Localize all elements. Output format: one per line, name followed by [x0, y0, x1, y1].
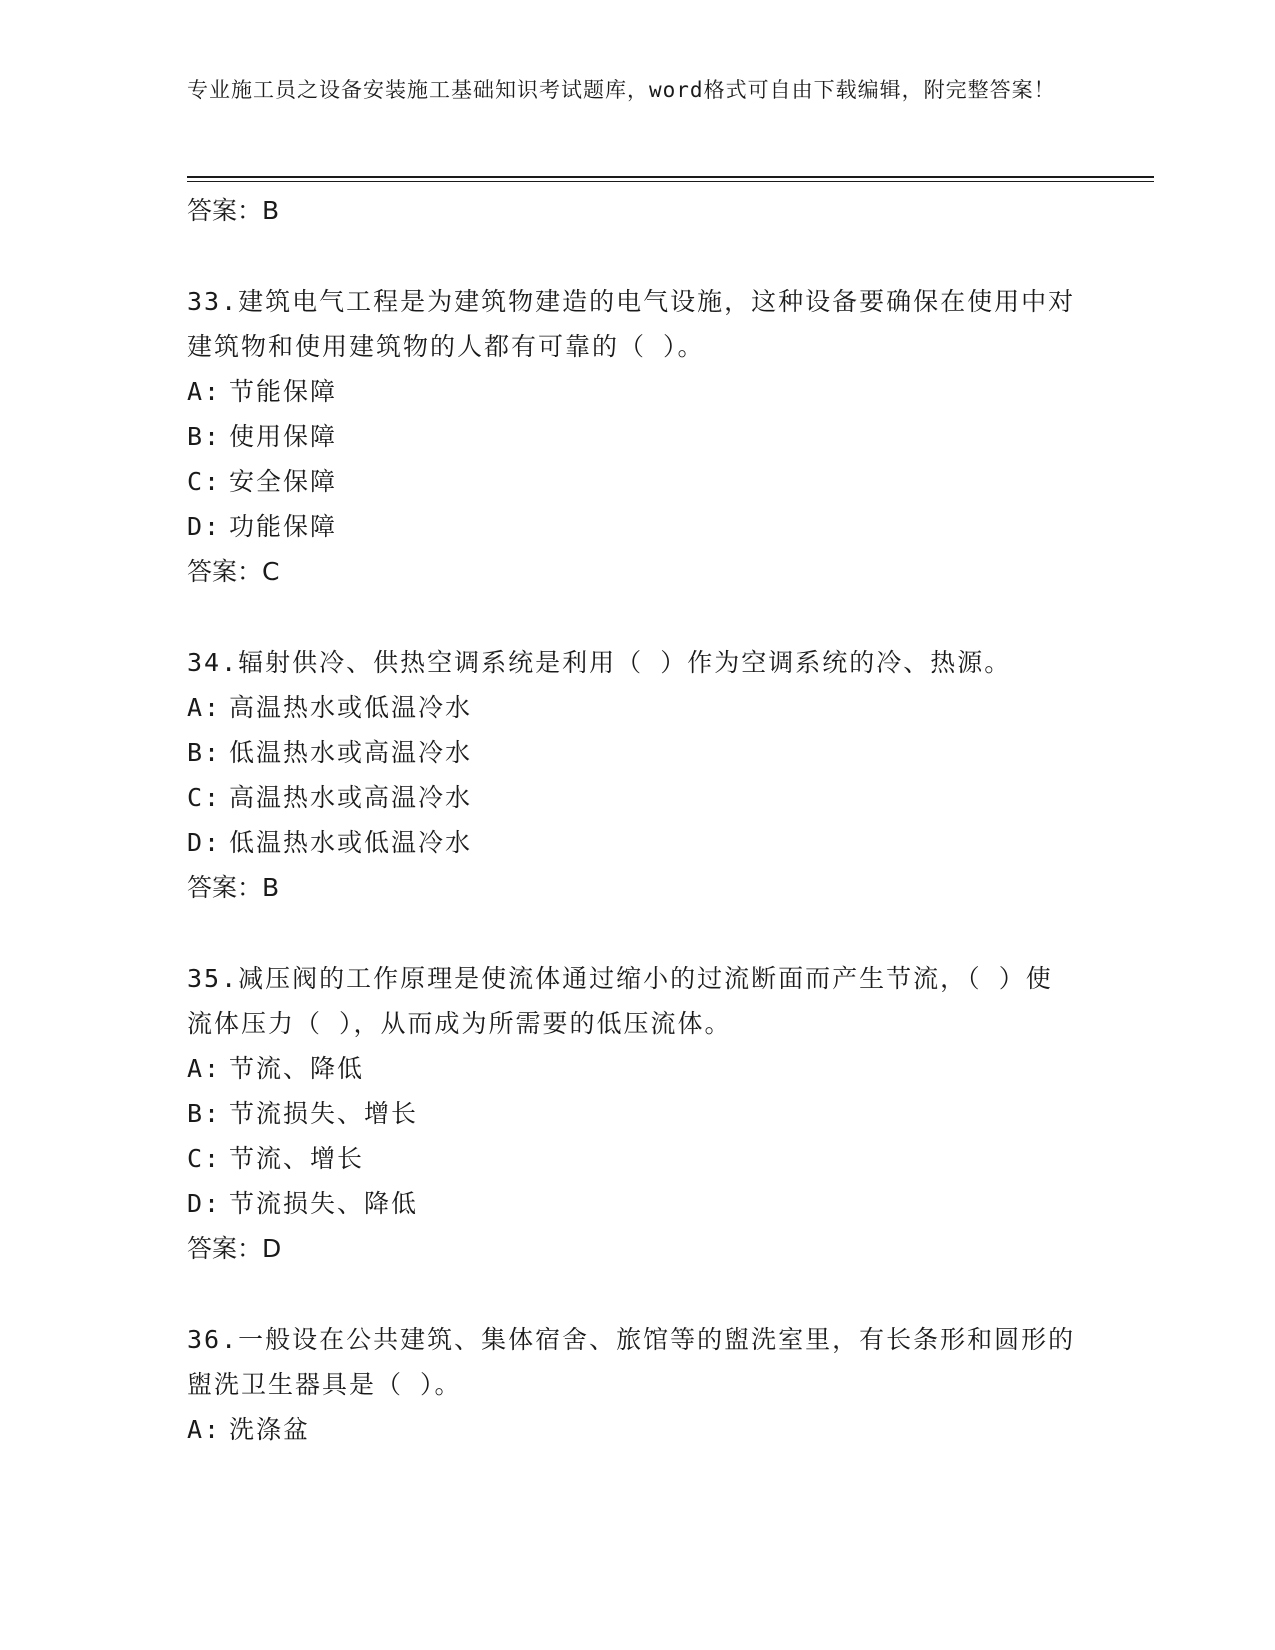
option-text: 低温热水或低温冷水	[229, 828, 473, 857]
option-text: 节流、降低	[229, 1054, 365, 1083]
answer-label: 答案：B	[187, 196, 280, 225]
option-key: C:	[187, 1144, 222, 1173]
question-36: 36.一般设在公共建筑、集体宿舍、旅馆等的盥洗室里，有长条形和圆形的盥洗卫生器具是（ ）。	[187, 1325, 1076, 1399]
option-c	[187, 1136, 1087, 1181]
question-34: 34.辐射供冷、供热空调系统是利用（ ）作为空调系统的冷、热源。	[187, 648, 1012, 677]
header-divider-thin	[187, 181, 1154, 182]
option-key: C:	[187, 783, 222, 812]
question-35: 35.减压阀的工作原理是使流体通过缩小的过流断面而产生节流，（ ）使流体压力（ ），从而成为所需要的低压流体。	[187, 964, 1053, 1038]
option-a	[187, 369, 1087, 414]
option-key: A:	[187, 1415, 222, 1444]
option-key: D:	[187, 828, 222, 857]
option-text: 高温热水或高温冷水	[229, 783, 473, 812]
option-d	[187, 820, 1087, 865]
option-text: 高温热水或低温冷水	[229, 693, 473, 722]
option-text: 节流损失、增长	[229, 1099, 419, 1128]
option-a	[187, 1046, 1087, 1091]
option-c	[187, 459, 1087, 504]
option-text: 节流损失、降低	[229, 1189, 419, 1218]
option-c	[187, 775, 1087, 820]
option-d	[187, 504, 1087, 549]
answer-label: 答案：B	[187, 873, 280, 902]
option-key: A:	[187, 377, 222, 406]
spacer	[187, 595, 1087, 640]
option-d	[187, 1181, 1087, 1226]
option-key: D:	[187, 512, 222, 541]
spacer	[187, 911, 1087, 956]
option-key: B:	[187, 1099, 222, 1128]
option-key: C:	[187, 467, 222, 496]
option-key: D:	[187, 1189, 222, 1218]
question-33: 33.建筑电气工程是为建筑物建造的电气设施，这种设备要确保在使用中对建筑物和使用建筑物的人都有可靠的（ ）。	[187, 287, 1076, 361]
option-text: 安全保障	[229, 467, 338, 496]
option-text: 节流、增长	[229, 1144, 365, 1173]
option-b	[187, 1091, 1087, 1136]
option-text: 洗涤盆	[229, 1415, 311, 1444]
option-text: 节能保障	[229, 377, 338, 406]
spacer	[187, 1272, 1087, 1317]
option-b	[187, 414, 1087, 459]
option-a	[187, 685, 1087, 730]
option-a	[187, 1407, 1087, 1452]
option-key: A:	[187, 693, 222, 722]
question-list	[187, 188, 1087, 1452]
option-text: 低温热水或高温冷水	[229, 738, 473, 767]
option-key: B:	[187, 422, 222, 451]
option-b	[187, 730, 1087, 775]
option-key: A:	[187, 1054, 222, 1083]
answer-label: 答案：D	[187, 1234, 282, 1263]
option-key: B:	[187, 738, 222, 767]
header-divider-thick	[187, 176, 1154, 178]
answer-label: 答案：C	[187, 557, 280, 586]
option-text: 功能保障	[229, 512, 338, 541]
option-text: 使用保障	[229, 422, 338, 451]
spacer	[187, 234, 1087, 279]
document-header: 专业施工员之设备安装施工基础知识考试题库，word格式可自由下载编辑，附完整答案！	[187, 78, 1056, 102]
